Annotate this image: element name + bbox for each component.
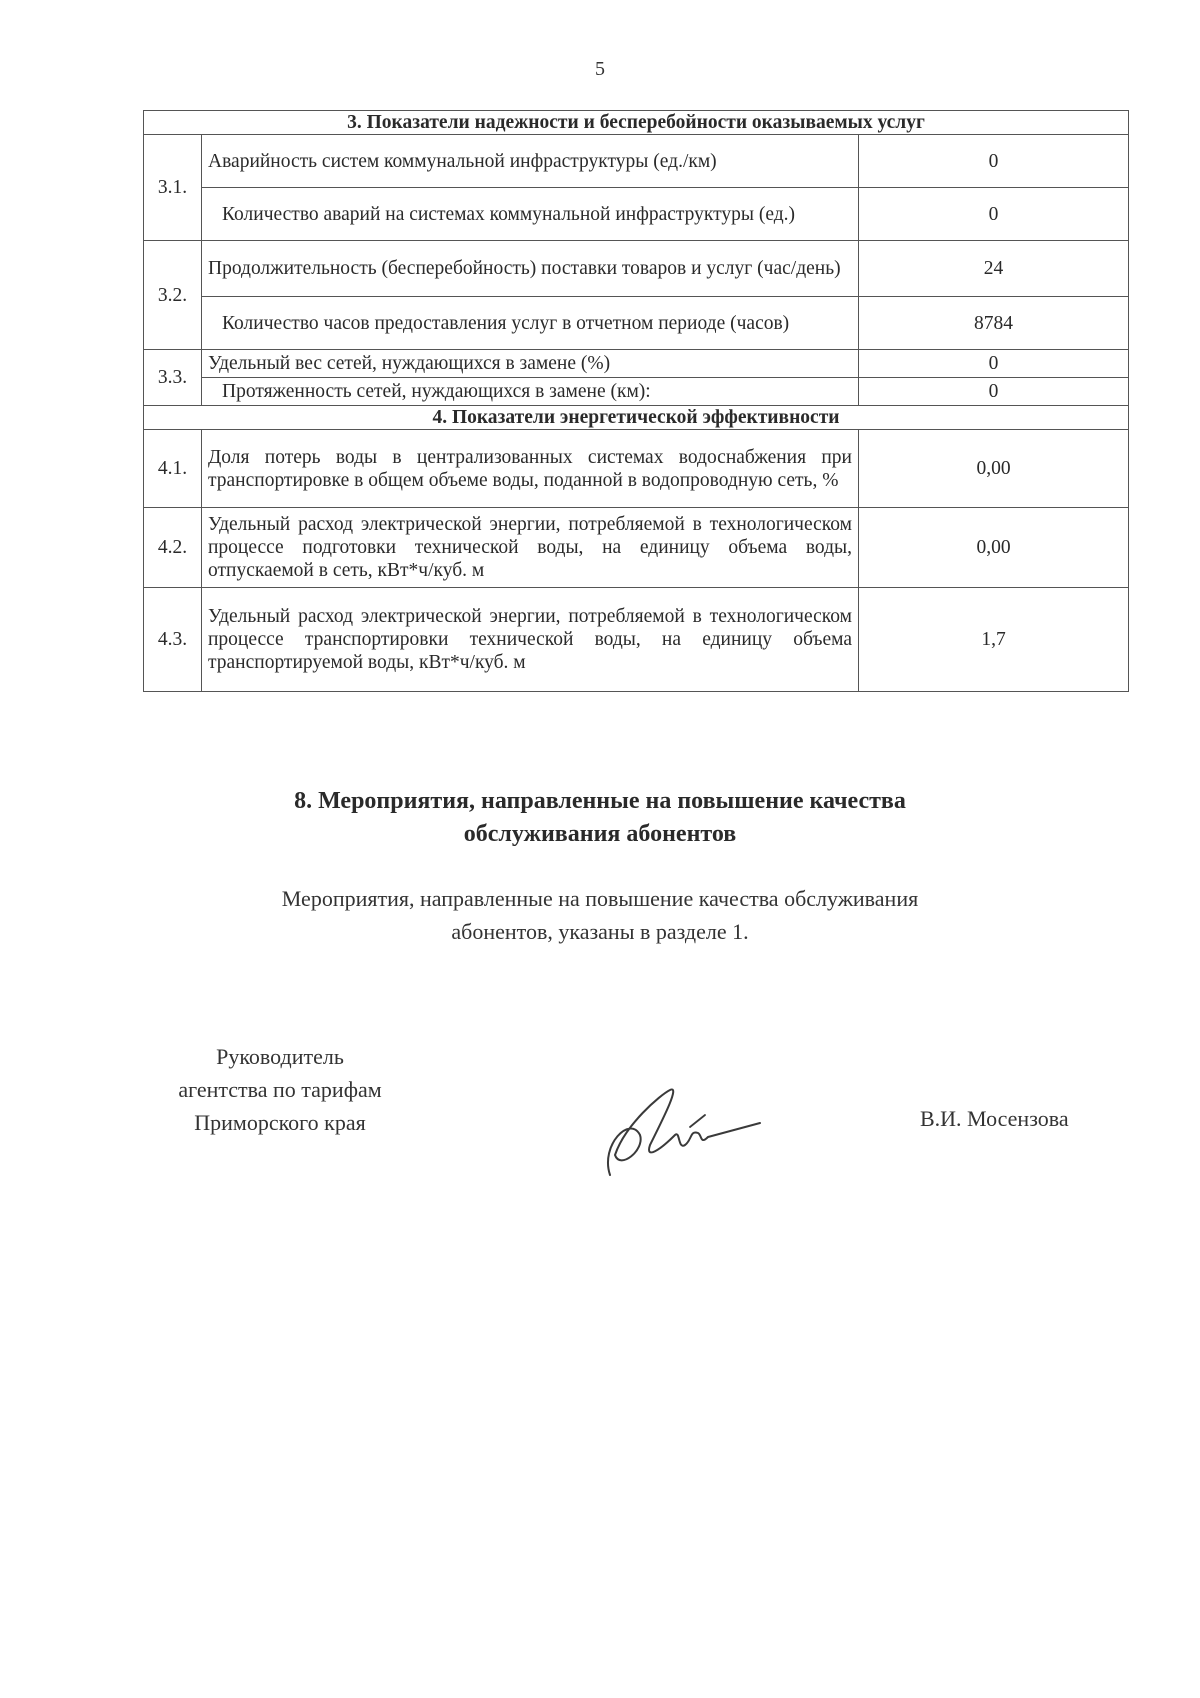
indicator-description: Удельный расход электрической энергии, потребляемой в технологическом процессе подготовки технической воды, на единицу объема воды, отпускаемой в сеть, кВт*ч/куб. м [202, 508, 859, 588]
indicator-value: 8784 [859, 297, 1129, 350]
row-number: 3.1. [144, 135, 202, 241]
page-number: 5 [595, 58, 605, 80]
table-row [144, 297, 1129, 350]
row-number: 3.2. [144, 241, 202, 350]
section-4-title: 4. Показатели энергетической эффективности [144, 406, 1129, 430]
section-8-heading-line: обслуживания абонентов [463, 821, 737, 847]
row-number: 3.3. [144, 350, 202, 406]
indicator-description: Удельный расход электрической энергии, потребляемой в технологическом процессе транспортировки технической воды, на единицу объема транспортируемой воды, кВт*ч/куб. м [202, 588, 859, 692]
indicator-description: Доля потерь воды в централизованных системах водоснабжения при транспортировке в общем объеме воды, поданной в водопроводную сеть, % [202, 430, 859, 508]
indicator-value: 0,00 [859, 430, 1129, 508]
signatory-name: В.И. Мосензова [920, 1106, 1069, 1131]
table-row [144, 135, 1129, 188]
section-3-title: 3. Показатели надежности и бесперебойности оказываемых услуг [144, 111, 1129, 135]
position-line: Приморского края [194, 1110, 366, 1135]
indicator-value: 0 [859, 378, 1129, 406]
table-row [144, 508, 1129, 588]
row-number: 4.2. [144, 508, 202, 588]
indicator-value: 24 [859, 241, 1129, 297]
section-8-heading-line: 8. Мероприятия, направленные на повышение качества [294, 788, 906, 814]
table-row [144, 430, 1129, 508]
table-row [144, 241, 1129, 297]
indicator-description: Продолжительность (бесперебойность) поставки товаров и услуг (час/день) [202, 241, 859, 297]
section-8-heading [0, 785, 1200, 851]
position-line: Руководитель [216, 1044, 344, 1069]
table-row [144, 188, 1129, 241]
indicator-value: 1,7 [859, 588, 1129, 692]
indicator-description: Количество аварий на системах коммунальной инфраструктуры (ед.) [202, 188, 859, 241]
indicator-description: Удельный вес сетей, нуждающихся в замене (%) [202, 350, 859, 378]
paragraph-line: абонентов, указаны в разделе 1. [451, 919, 749, 944]
position-line: агентства по тарифам [178, 1077, 382, 1102]
indicator-value: 0,00 [859, 508, 1129, 588]
indicator-description: Аварийность систем коммунальной инфраструктуры (ед./км) [202, 135, 859, 188]
table-row [144, 378, 1129, 406]
indicator-description: Количество часов предоставления услуг в отчетном периоде (часов) [202, 297, 859, 350]
section-8-paragraph [0, 882, 1200, 948]
signatory-position [135, 1040, 425, 1139]
indicator-value: 0 [859, 135, 1129, 188]
indicator-description: Протяженность сетей, нуждающихся в замене (км): [202, 378, 859, 406]
row-number: 4.1. [144, 430, 202, 508]
indicator-value: 0 [859, 350, 1129, 378]
section-4-header-row [144, 406, 1129, 430]
handwritten-signature [590, 1075, 770, 1195]
indicators-table [143, 110, 1129, 692]
table-row [144, 350, 1129, 378]
paragraph-line: Мероприятия, направленные на повышение качества обслуживания [281, 886, 919, 911]
indicator-value: 0 [859, 188, 1129, 241]
table-row [144, 588, 1129, 692]
row-number: 4.3. [144, 588, 202, 692]
section-3-header-row [144, 111, 1129, 135]
